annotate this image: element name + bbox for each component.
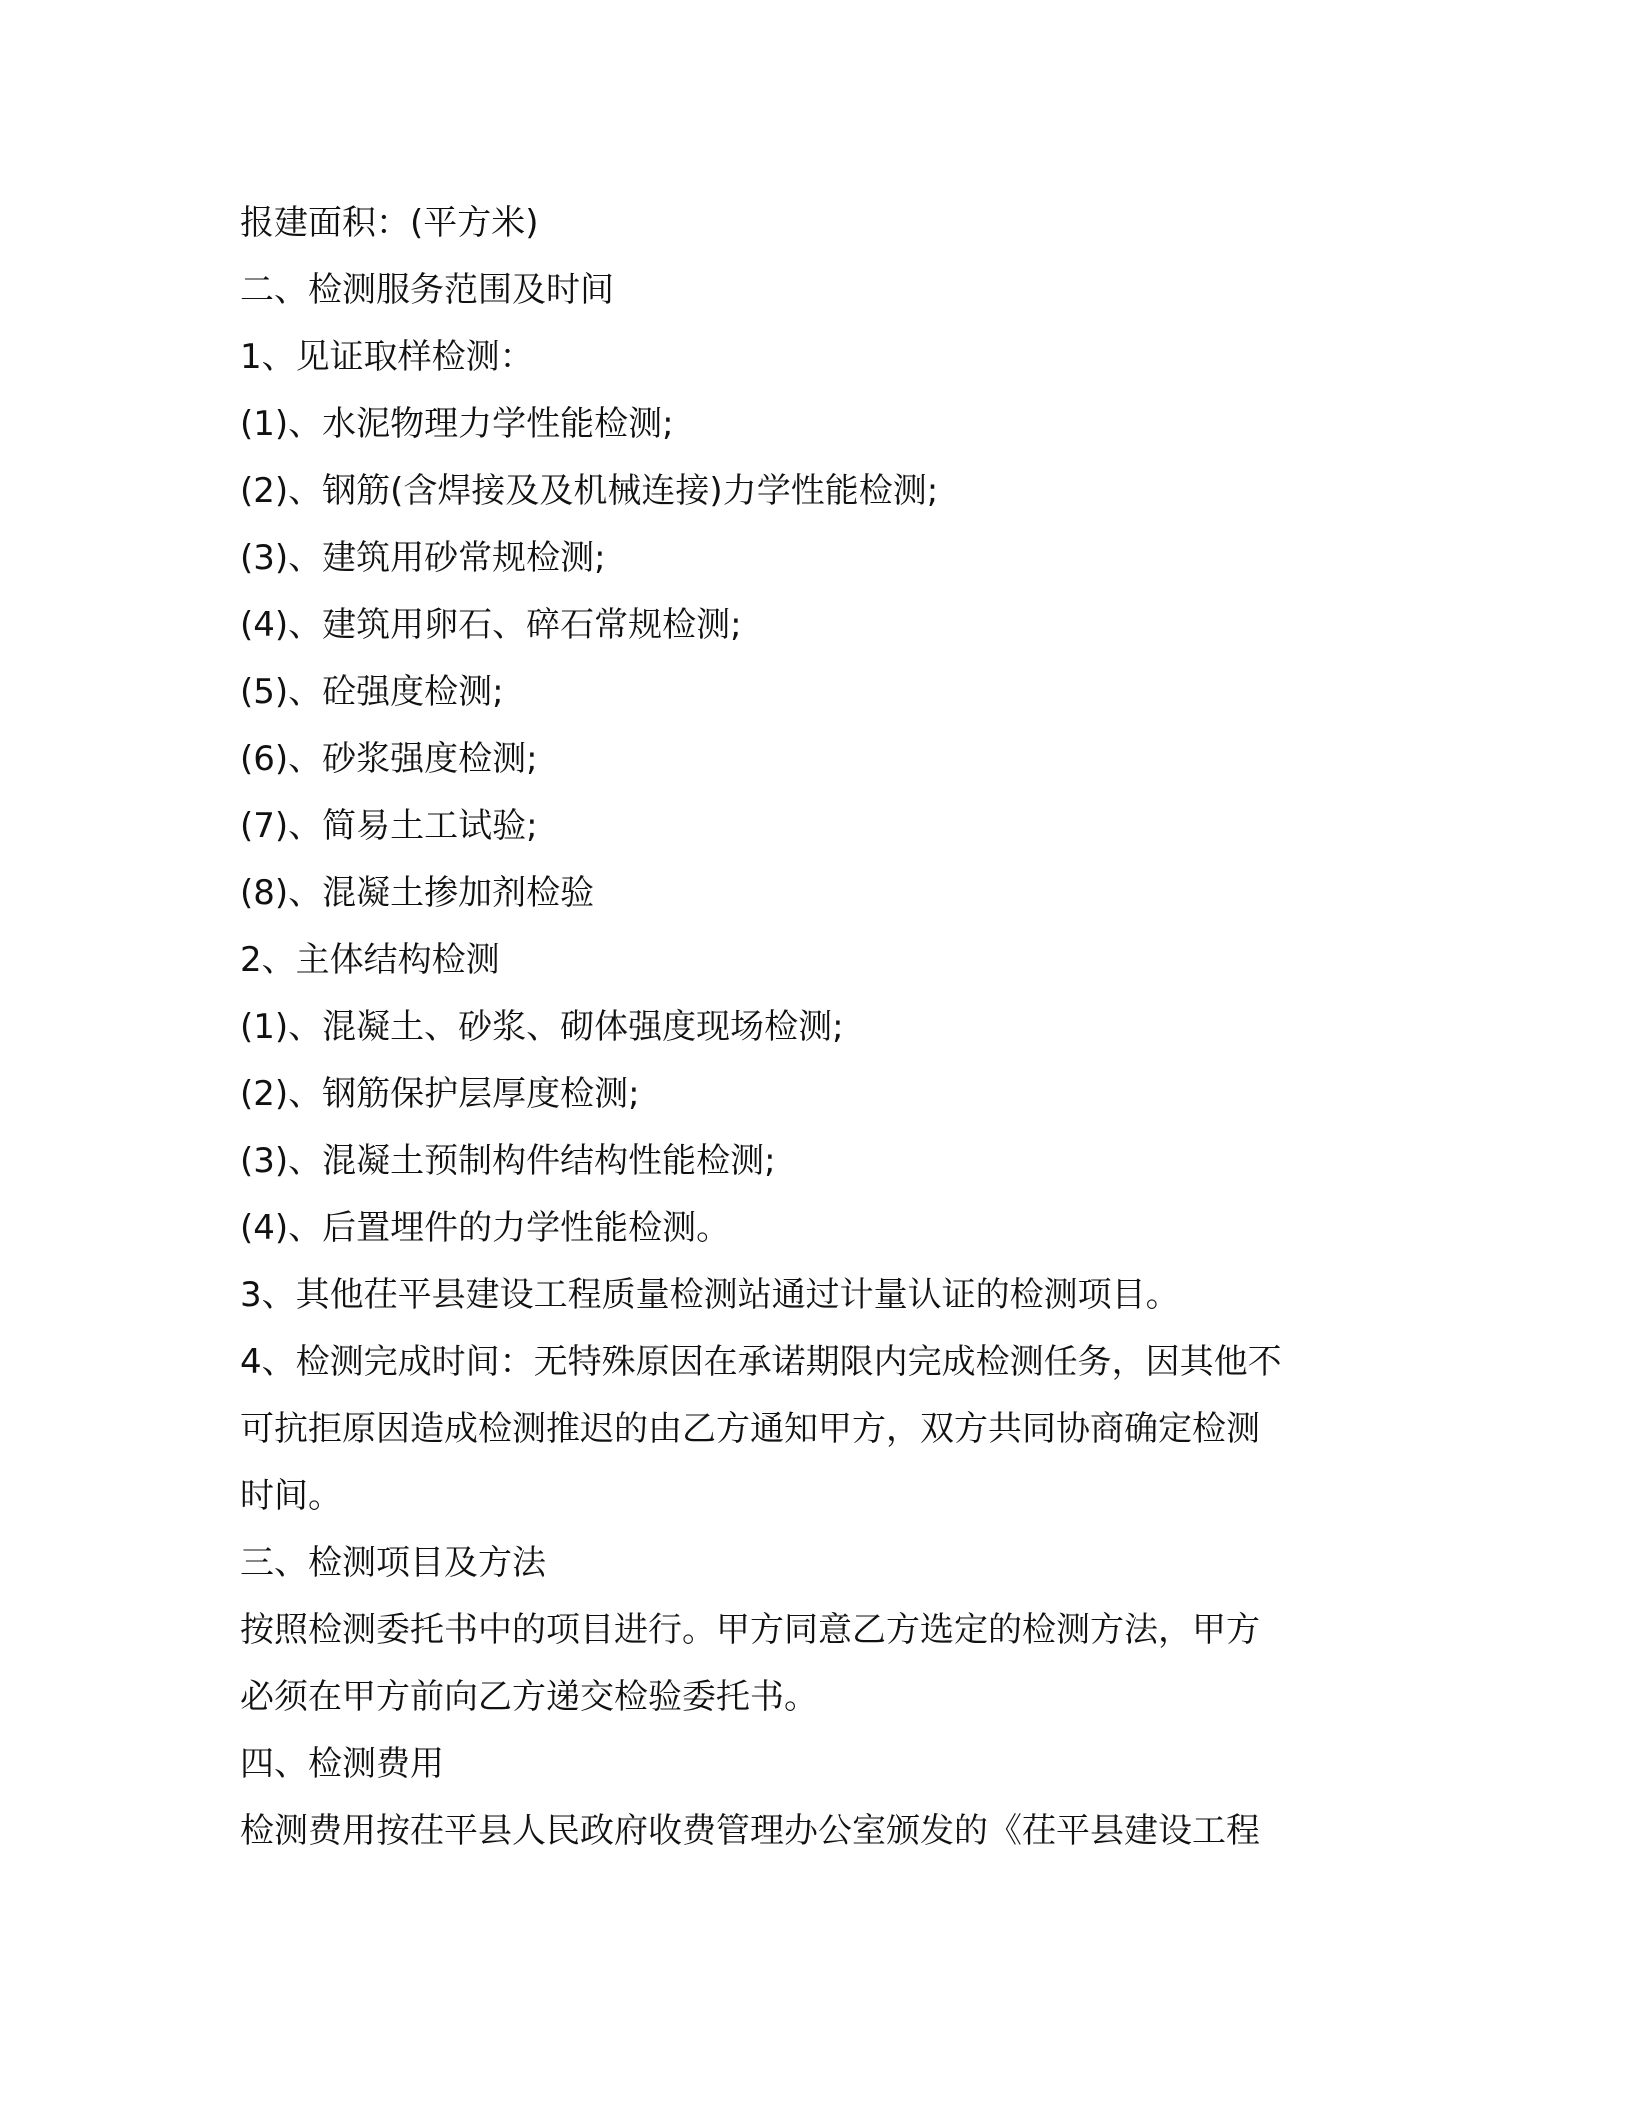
list-item: (4)、建筑用卵石、碎石常规检测; [240,605,742,645]
section-3-title: 三、检测项目及方法 [240,1543,546,1583]
list-item: (6)、砂浆强度检测; [240,739,538,779]
area-line: 报建面积：(平方米) [240,203,539,243]
subsection-4-line-2: 可抗拒原因造成检测推迟的由乙方通知甲方，双方共同协商确定检测 [240,1409,1260,1449]
list-item: (4)、后置埋件的力学性能检测。 [240,1208,731,1248]
list-item: (2)、钢筋保护层厚度检测; [240,1074,640,1114]
list-item: (7)、简易土工试验; [240,806,538,846]
section-2-title: 二、检测服务范围及时间 [240,270,614,310]
document-body [240,190,1400,1865]
list-item: (3)、建筑用砂常规检测; [240,538,606,578]
list-item: (3)、混凝土预制构件结构性能检测; [240,1141,776,1181]
section-4-title: 四、检测费用 [240,1744,444,1784]
section-3-body-line-1: 按照检测委托书中的项目进行。甲方同意乙方选定的检测方法，甲方 [240,1610,1260,1650]
section-4-body-line-1: 检测费用按茌平县人民政府收费管理办公室颁发的《茌平县建设工程 [240,1811,1260,1851]
list-item: (8)、混凝土掺加剂检验 [240,873,595,913]
subsection-2-title: 2、主体结构检测 [240,940,500,980]
subsection-1-title: 1、见证取样检测： [240,337,534,377]
list-item: (5)、砼强度检测; [240,672,504,712]
list-item: (1)、水泥物理力学性能检测; [240,404,674,444]
section-3-body-line-2: 必须在甲方前向乙方递交检验委托书。 [240,1677,818,1717]
subsection-4-line-1: 4、检测完成时间：无特殊原因在承诺期限内完成检测任务，因其他不 [240,1342,1282,1382]
subsection-3-line: 3、其他茌平县建设工程质量检测站通过计量认证的检测项目。 [240,1275,1180,1315]
list-item: (1)、混凝土、砂浆、砌体强度现场检测; [240,1007,844,1047]
subsection-4-line-3: 时间。 [240,1476,342,1516]
list-item: (2)、钢筋(含焊接及及机械连接)力学性能检测; [240,471,939,511]
